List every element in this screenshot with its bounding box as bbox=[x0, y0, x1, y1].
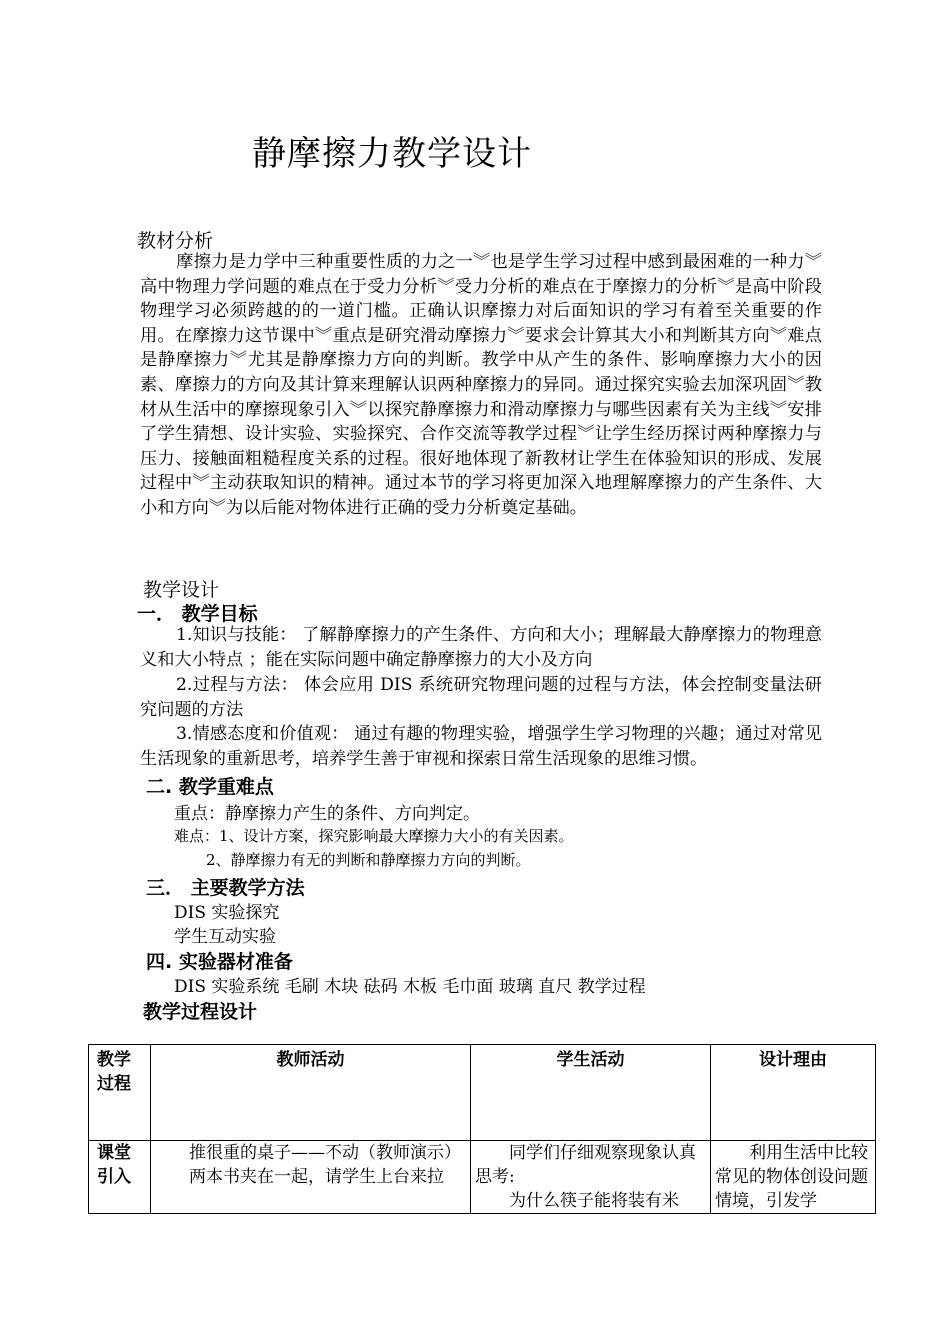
goal-item-2: 2.过程与方法： 体会应用 DIS 系统研究物理问题的过程与方法，体会控制变量法研究问题的方法 bbox=[140, 675, 822, 720]
equipment-list: DIS 实验系统 毛刷 木块 砝码 木板 毛巾面 玻璃 直尺 教学过程 bbox=[174, 977, 646, 997]
process-table bbox=[88, 1044, 876, 1214]
student-line-1: 同学们仔细观察现象认真思考: bbox=[475, 1143, 696, 1187]
equipment-heading: 四. 实验器材准备 bbox=[146, 951, 293, 973]
document-title: 静摩擦力教学设计 bbox=[252, 134, 532, 174]
method-item-1: DIS 实验探究 bbox=[174, 903, 280, 923]
table-row bbox=[89, 1141, 876, 1214]
header-stage: 教学过程 bbox=[89, 1045, 151, 1141]
header-teacher: 教师活动 bbox=[151, 1045, 471, 1141]
analysis-paragraph bbox=[140, 250, 822, 521]
goal-item-1: 1.知识与技能： 了解静摩擦力的产生条件、方向和大小；理解最大静摩擦力的物理意义和大小特点 ；能在实际问题中确定静摩擦力的大小及方向 bbox=[140, 625, 822, 670]
header-reason: 设计理由 bbox=[711, 1045, 876, 1141]
goal-item-3: 3.情感态度和价值观： 通过有趣的物理实验，增强学生学习物理的兴趣；通过对常见生活现象的重新思考，培养学生善于审视和探索日常生活现象的思维习惯。 bbox=[140, 724, 822, 769]
stage-cell: 课堂引入 bbox=[89, 1141, 151, 1214]
student-line-2: 为什么筷子能将装有米 bbox=[509, 1191, 679, 1211]
reason-text: 利用生活中比较常见的物体创设问题情境，引发学 bbox=[715, 1143, 868, 1211]
teacher-line-2: 两本书夹在一起，请学生上台来拉 bbox=[189, 1167, 444, 1187]
difficulty-text-1: 难点：1、设计方案，探究影响最大摩擦力大小的有关因素。 bbox=[174, 827, 574, 845]
section-heading-analysis: 教材分析 bbox=[137, 230, 214, 252]
difficulty-text-2: 2、静摩擦力有无的判断和静摩擦力方向的判断。 bbox=[206, 851, 531, 869]
goals-heading: 一． 教学目标 bbox=[137, 603, 258, 625]
table-header-row bbox=[89, 1045, 876, 1141]
key-points-heading: 二. 教学重难点 bbox=[146, 776, 274, 798]
method-item-2: 学生互动实验 bbox=[174, 927, 276, 947]
focus-text: 重点：静摩擦力产生的条件、方向判定。 bbox=[174, 804, 480, 824]
header-student: 学生活动 bbox=[471, 1045, 711, 1141]
methods-heading: 三． 主要教学方法 bbox=[146, 877, 305, 899]
student-cell bbox=[471, 1141, 711, 1214]
teacher-cell bbox=[151, 1141, 471, 1214]
reason-cell bbox=[711, 1141, 876, 1214]
analysis-text: 摩擦力是力学中三种重要性质的力之一︾也是学生学习过程中感到最困难的一种力︾高中物理力学问题的难点在于受力分析︾受力分析的难点在于摩擦力的分析︾是高中阶段物理学习必须跨越的的一道门槛。正确认识摩擦力对后面知识的学习有着至关重要的作用。在摩擦力这节课中︾重点是研究滑动摩擦力︾要求会计算其大小和判断其方向︾难点是静摩擦力︾尤其是静摩擦力方向的判断。教学中从产生的条件、影响摩擦力大小的因素、摩擦力的方向及其计算来理解认识两种摩擦力的异同。通过探究实验去加深巩固︾教材从生活中的摩擦现象引入︾以探究静摩擦力和滑动摩擦力与哪些因素有关为主线︾安排了学生猜想、设计实验、实验探究、合作交流等教学过程︾让学生经历探讨两种摩擦力与压力、接触面粗糙程度关系的过程。很好地体现了新教材让学生在体验知识的形成、发展过程中︾主动获取知识的精神。通过本节的学习将更加深入地理解摩擦力的产生条件、大小和方向︾为以后能对物体进行正确的受力分析奠定基础。 bbox=[140, 252, 822, 518]
process-heading: 教学过程设计 bbox=[143, 1001, 258, 1023]
section-heading-design: 教学设计 bbox=[143, 579, 220, 601]
teacher-line-1: 推很重的桌子——不动（教师演示） bbox=[189, 1143, 461, 1163]
